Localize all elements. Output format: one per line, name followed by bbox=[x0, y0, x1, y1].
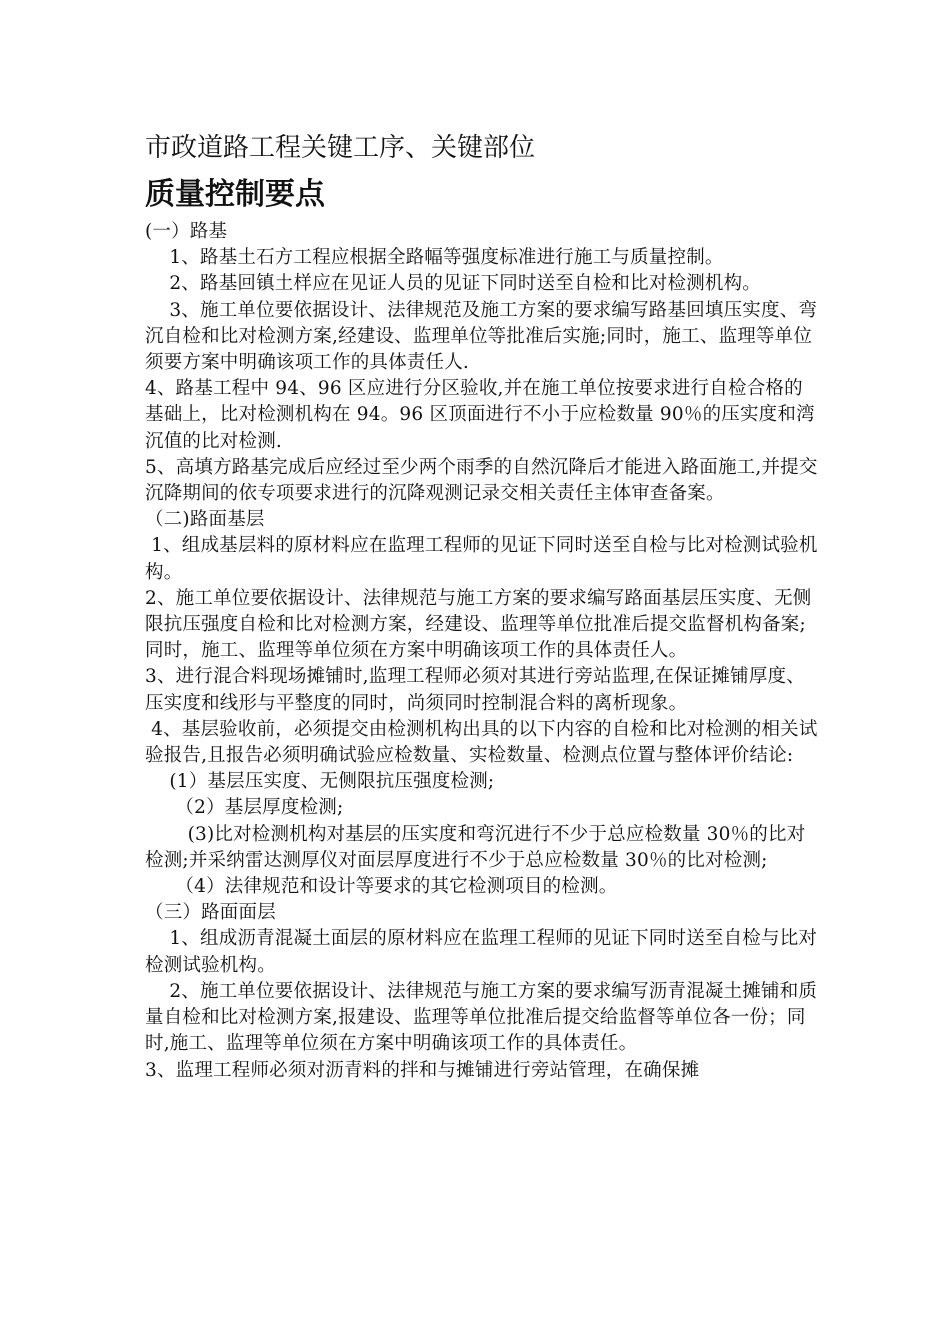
paragraph: 1、路基土石方工程应根据全路幅等强度标准进行施工与质量控制。 bbox=[145, 247, 724, 269]
paragraph: 4、路基工程中 94、96 区应进行分区验收,并在施工单位按要求进行自检合格的基础上，比对检测机构在 94。96 区顶面进行不小于应检数量 90％的压实度和湾沉值的比对检测. bbox=[145, 378, 815, 452]
paragraph: 2、路基回镇土样应在见证人员的见证下同时送至自检和比对检测机构。 bbox=[145, 273, 762, 295]
paragraph: 1、组成沥青混凝土面层的原材料应在监理工程师的见证下同时送至自检与比对检测试验机构。 bbox=[145, 928, 818, 976]
paragraph: 4、基层验收前，必须提交由检测机构出具的以下内容的自检和比对检测的相关试验报告,且报告必须明确试验应检数量、实检数量、检测点位置与整体评价结论: bbox=[145, 718, 818, 767]
section-heading-subgrade: (一）路基 bbox=[145, 221, 228, 242]
list-item: (3)比对检测机构对基层的压实度和弯沉进行不少于总应检数量 30％的比对检测;并采纳雷达测厚仪对面层厚度进行不少于总应检数量 30％的比对检测; bbox=[145, 823, 806, 871]
document-page bbox=[145, 131, 820, 1084]
list-item: （4）法律规范和设计等要求的其它检测项目的检测。 bbox=[145, 876, 618, 898]
paragraph: 1、组成基层料的原材料应在监理工程师的见证下同时送至自检与比对检测试验机构。 bbox=[145, 535, 818, 583]
list-item: （2）基层厚度检测; bbox=[145, 797, 344, 819]
paragraph: 3、监理工程师必须对沥青料的拌和与摊铺进行旁站管理，在确保摊 bbox=[145, 1059, 700, 1081]
paragraph: 2、施工单位要依据设计、法律规范与施工方案的要求编写沥青混凝土摊铺和质量自检和比对检测方案,报建设、监理等单位批准后提交给监督等单位各一份；同时,施工、监理等单位须在方案中明确该项工作的具体责任。 bbox=[145, 980, 818, 1055]
list-item: (1）基层压实度、无侧限抗压强度检测; bbox=[145, 771, 495, 793]
paragraph: 3、进行混合料现场摊铺时,监理工程师必须对其进行旁站监理,在保证摊铺厚度、压实度和线形与平整度的同时，尚须同时控制混合料的离析现象。 bbox=[145, 666, 805, 714]
paragraph: 3、施工单位要依据设计、法律规范及施工方案的要求编写路基回填压实度、弯沉自检和比对检测方案,经建设、监理单位等批准后实施;同时，施工、监理等单位须要方案中明确该项工作的具体责任人. bbox=[145, 299, 818, 374]
section-heading-base-course: （二)路面基层 bbox=[145, 509, 265, 531]
paragraph: 5、高填方路基完成后应经过至少两个雨季的自然沉降后才能进入路面施工,并提交沉降期间的依专项要求进行的沉降观测记录交相关责任主体审查备案。 bbox=[145, 456, 818, 505]
document-subtitle: 质量控制要点 bbox=[145, 177, 325, 212]
document-title: 市政道路工程关键工序、关键部位 bbox=[145, 133, 536, 163]
paragraph: 2、施工单位要依据设计、法律规范与施工方案的要求编写路面基层压实度、无侧限抗压强度自检和比对检测方案，经建设、监理等单位批准后提交监督机构备案;同时，施工、监理等单位须在方案中明确该项工作的具体责任人。 bbox=[145, 587, 812, 662]
section-heading-surface-course: （三）路面面层 bbox=[145, 902, 276, 924]
